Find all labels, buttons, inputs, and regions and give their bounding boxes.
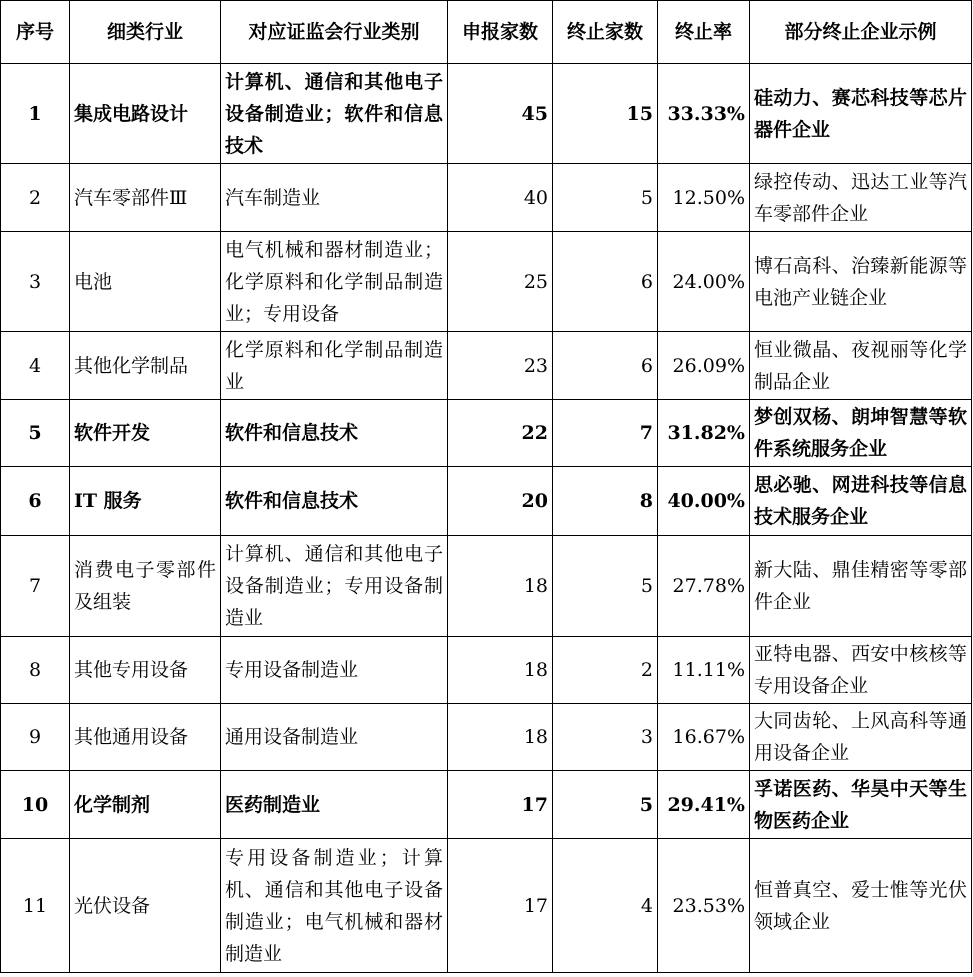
cell-examples: 博石高科、治臻新能源等电池产业链企业 (750, 232, 972, 332)
cell-csrc-category: 通用设备制造业 (221, 704, 448, 771)
cell-no: 11 (1, 839, 70, 973)
cell-termination-rate: 12.50% (658, 164, 750, 232)
cell-industry: 其他专用设备 (70, 637, 221, 704)
table-header-row (1, 1, 972, 64)
cell-csrc-category: 专用设备制造业 (221, 637, 448, 704)
cell-filed-count: 20 (448, 467, 553, 536)
cell-no: 5 (1, 400, 70, 467)
cell-termination-rate: 31.82% (658, 400, 750, 467)
cell-csrc-category: 电气机械和器材制造业；化学原料和化学制品制造业；专用设备 (221, 232, 448, 332)
cell-termination-rate: 23.53% (658, 839, 750, 973)
cell-csrc-category: 软件和信息技术 (221, 400, 448, 467)
cell-terminated-count: 2 (553, 637, 658, 704)
header-industry: 细类行业 (70, 1, 221, 64)
table-row (1, 64, 972, 164)
cell-filed-count: 22 (448, 400, 553, 467)
cell-industry: 化学制剂 (70, 771, 221, 839)
cell-terminated-count: 4 (553, 839, 658, 973)
cell-examples: 硅动力、赛芯科技等芯片器件企业 (750, 64, 972, 164)
cell-terminated-count: 6 (553, 232, 658, 332)
cell-csrc-category: 软件和信息技术 (221, 467, 448, 536)
table-row (1, 536, 972, 637)
cell-termination-rate: 26.09% (658, 332, 750, 400)
cell-termination-rate: 11.11% (658, 637, 750, 704)
cell-examples: 亚特电器、西安中核核等专用设备企业 (750, 637, 972, 704)
cell-examples: 思必驰、网进科技等信息技术服务企业 (750, 467, 972, 536)
cell-no: 4 (1, 332, 70, 400)
cell-industry: 消费电子零部件及组装 (70, 536, 221, 637)
cell-filed-count: 45 (448, 64, 553, 164)
header-no: 序号 (1, 1, 70, 64)
cell-terminated-count: 15 (553, 64, 658, 164)
cell-filed-count: 40 (448, 164, 553, 232)
table-row (1, 164, 972, 232)
cell-termination-rate: 33.33% (658, 64, 750, 164)
cell-examples: 新大陆、鼎佳精密等零部件企业 (750, 536, 972, 637)
cell-examples: 孚诺医药、华昊中天等生物医药企业 (750, 771, 972, 839)
cell-terminated-count: 5 (553, 771, 658, 839)
cell-no: 3 (1, 232, 70, 332)
cell-filed-count: 18 (448, 704, 553, 771)
cell-industry: 其他通用设备 (70, 704, 221, 771)
header-csrc-category: 对应证监会行业类别 (221, 1, 448, 64)
cell-csrc-category: 计算机、通信和其他电子设备制造业；软件和信息技术 (221, 64, 448, 164)
cell-industry: 汽车零部件Ⅲ (70, 164, 221, 232)
cell-industry: 其他化学制品 (70, 332, 221, 400)
cell-examples: 恒业微晶、夜视丽等化学制品企业 (750, 332, 972, 400)
table-row (1, 704, 972, 771)
cell-no: 1 (1, 64, 70, 164)
cell-no: 10 (1, 771, 70, 839)
cell-termination-rate: 16.67% (658, 704, 750, 771)
cell-industry: 集成电路设计 (70, 64, 221, 164)
table-row (1, 771, 972, 839)
header-examples: 部分终止企业示例 (750, 1, 972, 64)
cell-industry: 电池 (70, 232, 221, 332)
cell-no: 7 (1, 536, 70, 637)
cell-termination-rate: 27.78% (658, 536, 750, 637)
header-filed-count: 申报家数 (448, 1, 553, 64)
cell-terminated-count: 5 (553, 164, 658, 232)
cell-industry: IT 服务 (70, 467, 221, 536)
table-row (1, 232, 972, 332)
table-row (1, 332, 972, 400)
cell-termination-rate: 40.00% (658, 467, 750, 536)
cell-terminated-count: 5 (553, 536, 658, 637)
table-row (1, 467, 972, 536)
cell-no: 8 (1, 637, 70, 704)
header-terminated-count: 终止家数 (553, 1, 658, 64)
cell-filed-count: 17 (448, 839, 553, 973)
cell-terminated-count: 8 (553, 467, 658, 536)
cell-examples: 恒普真空、爱士惟等光伏领域企业 (750, 839, 972, 973)
cell-csrc-category: 计算机、通信和其他电子设备制造业；专用设备制造业 (221, 536, 448, 637)
cell-termination-rate: 24.00% (658, 232, 750, 332)
cell-terminated-count: 7 (553, 400, 658, 467)
cell-csrc-category: 汽车制造业 (221, 164, 448, 232)
table-row (1, 400, 972, 467)
table-row (1, 637, 972, 704)
cell-csrc-category: 医药制造业 (221, 771, 448, 839)
cell-examples: 大同齿轮、上风高科等通用设备企业 (750, 704, 972, 771)
cell-industry: 软件开发 (70, 400, 221, 467)
cell-examples: 绿控传动、迅达工业等汽车零部件企业 (750, 164, 972, 232)
cell-no: 6 (1, 467, 70, 536)
cell-no: 2 (1, 164, 70, 232)
cell-termination-rate: 29.41% (658, 771, 750, 839)
cell-industry: 光伏设备 (70, 839, 221, 973)
cell-filed-count: 18 (448, 536, 553, 637)
header-termination-rate: 终止率 (658, 1, 750, 64)
cell-csrc-category: 专用设备制造业；计算机、通信和其他电子设备制造业；电气机械和器材制造业 (221, 839, 448, 973)
cell-filed-count: 23 (448, 332, 553, 400)
cell-filed-count: 17 (448, 771, 553, 839)
table-body (1, 64, 972, 973)
cell-examples: 梦创双杨、朗坤智慧等软件系统服务企业 (750, 400, 972, 467)
cell-filed-count: 18 (448, 637, 553, 704)
table-row (1, 839, 972, 973)
cell-terminated-count: 6 (553, 332, 658, 400)
cell-terminated-count: 3 (553, 704, 658, 771)
cell-filed-count: 25 (448, 232, 553, 332)
cell-no: 9 (1, 704, 70, 771)
cell-csrc-category: 化学原料和化学制品制造业 (221, 332, 448, 400)
